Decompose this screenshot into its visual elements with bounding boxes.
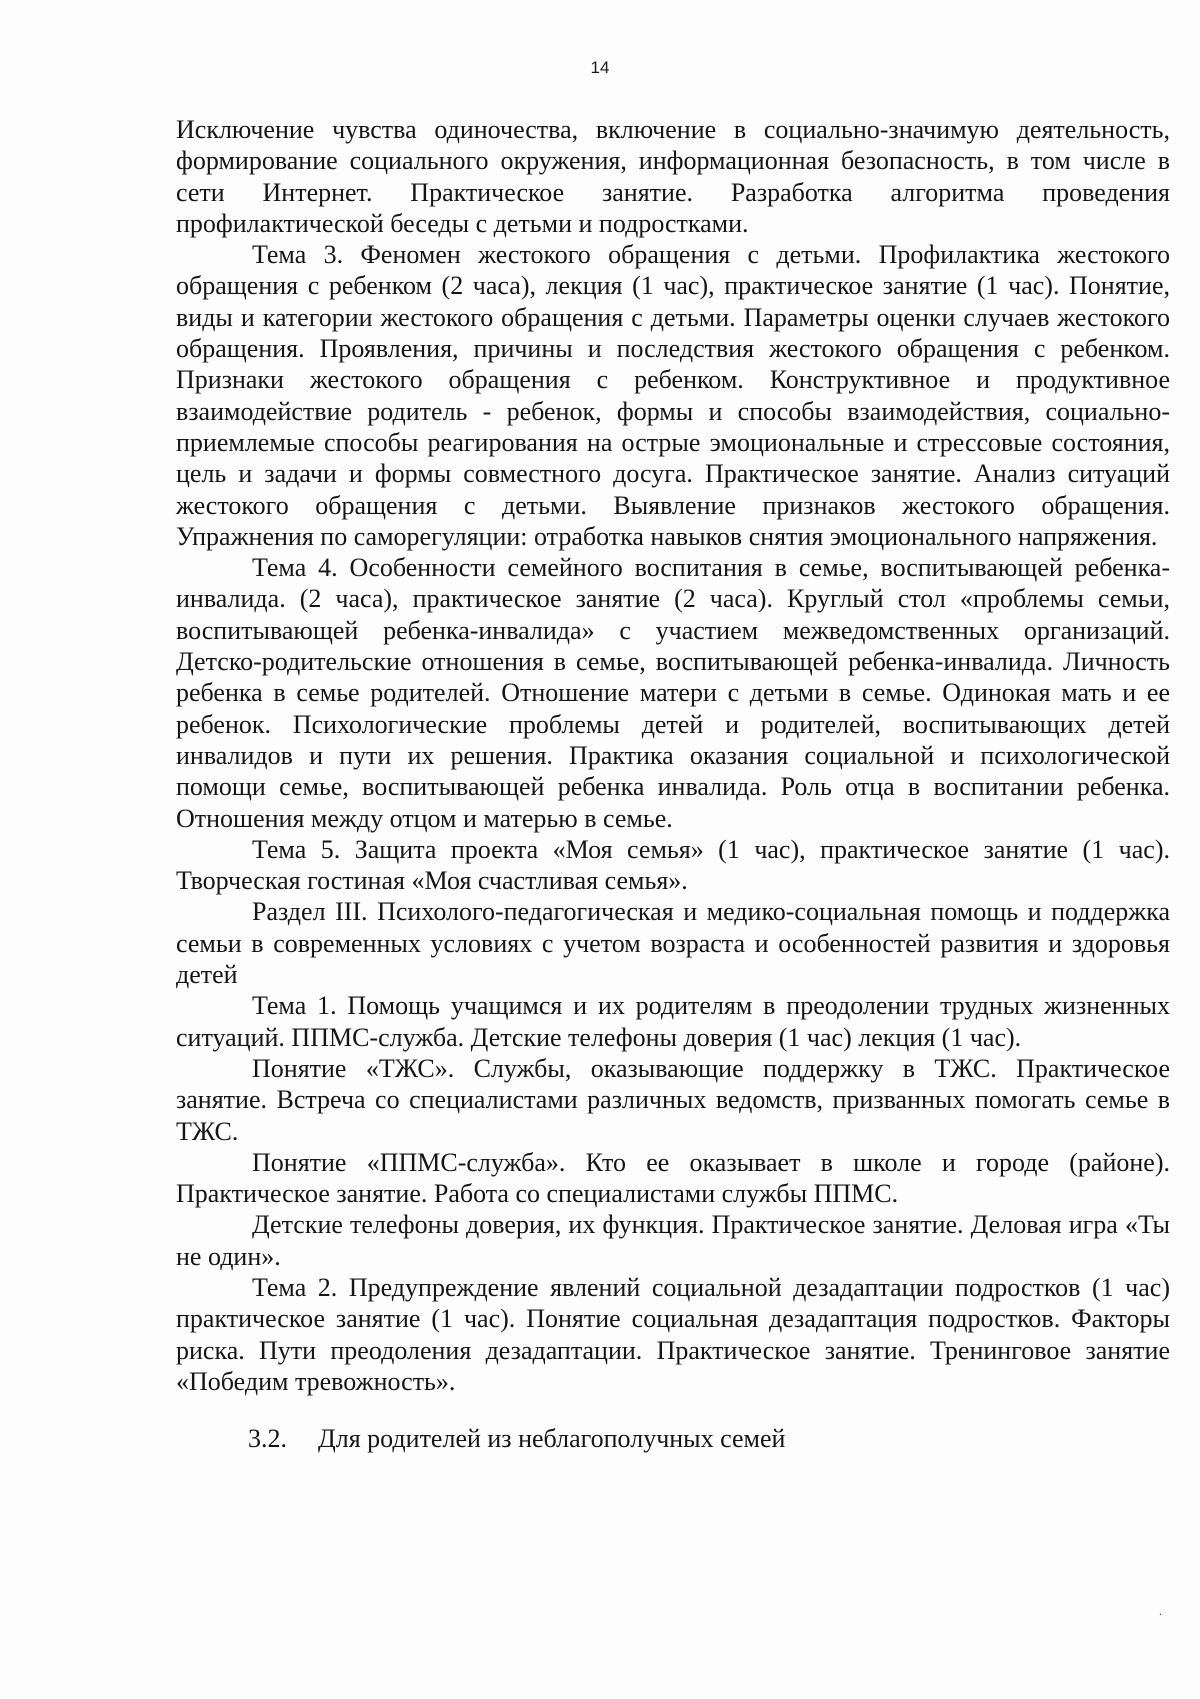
paragraph-section-3-topic-1: Тема 1. Помощь учащимся и их родителям в преодолении трудных жизненных ситуаций. ППМС-служба. Детские телефоны доверия (1 час) лекция (1 час). [176, 991, 1170, 1052]
section-number: 3.2. [248, 1424, 287, 1454]
paragraph-topic-3: Тема 3. Феномен жестокого обращения с детьми. Профилактика жестокого обращения с ребенком (2 часа), лекция (1 час), практическое занятие (1 час). Понятие, виды и категории жестокого обращения с детьми. Параметры оценки случаев жестокого обращения. Проявления, причины и последствия жестокого обращения с ребенком. Признаки жестокого обращения с ребенком. Конструктивное и продуктивное взаимодействие родитель - ребенок, формы и способы взаимодействия, социально-приемлемые способы реагирования на острые эмоциональные и стрессовые состояния, цель и задачи и формы совместного досуга. Практическое занятие. Анализ ситуаций жестокого обращения с детьми. Выявление признаков жестокого обращения. Упражнения по саморегуляции: отработка навыков снятия эмоционального напряжения. [176, 240, 1170, 551]
paragraph-section-3-topic-2: Тема 2. Предупреждение явлений социальной дезадаптации подростков (1 час) практическое занятие (1 час). Понятие социальная дезадаптация подростков. Факторы риска. Пути преодоления дезадаптации. Практическое занятие. Тренинговое занятие «Победим тревожность». [176, 1272, 1170, 1396]
paragraph-topic-5: Тема 5. Защита проекта «Моя семья» (1 час), практическое занятие (1 час). Творческая гостиная «Моя счастливая семья». [176, 834, 1170, 896]
paragraph-ppms: Понятие «ППМС-служба». Кто ее оказывает в школе и городе (районе). Практическое занятие. Работа со специалистами службы ППМС. [176, 1147, 1170, 1209]
paragraph-helplines: Детские телефоны доверия, их функция. Практическое занятие. Деловая игра «Ты не один». [176, 1210, 1170, 1271]
paragraph: Исключение чувства одиночества, включение в социально-значимую деятельность, формирование социального окружения, информационная безопасность, в том числе в сети Интернет. Практическое занятие. Разработка алгоритма проведения профилактической беседы с детьми и подростками. [176, 115, 1170, 238]
section-heading [176, 1423, 1170, 1454]
page-number: 14 [590, 58, 610, 77]
paragraph-topic-4: Тема 4. Особенности семейного воспитания в семье, воспитывающей ребенка-инвалида. (2 часа), практическое занятие (2 часа). Круглый стол «проблемы семьи, воспитывающей ребенка-инвалида» с участием межведомственных организаций. Детско-родительские отношения в семье, воспитывающей ребенка-инвалида. Личность ребенка в семье родителей. Отношение матери с детьми в семье. Одинокая мать и ее ребенок. Психологические проблемы детей и родителей, воспитывающих детей инвалидов и пути их решения. Практика оказания социальной и психологической помощи семье, воспитывающей ребенка инвалида. Роль отца в воспитании ребенка. Отношения между отцом и матерью в семье. [176, 553, 1170, 833]
section-title: Для родителей из неблагополучных семей [318, 1424, 786, 1454]
scan-speck: · [1158, 1610, 1162, 1621]
document-body [176, 114, 1170, 1454]
paragraph-tzhs: Понятие «ТЖС». Службы, оказывающие поддержку в ТЖС. Практическое занятие. Встреча со специалистами различных ведомств, призванных помогать семье в ТЖС. [176, 1053, 1170, 1146]
paragraph-section-3: Раздел III. Психолого-педагогическая и медико-социальная помощь и поддержка семьи в современных условиях с учетом возраста и особенностей развития и здоровья детей [176, 897, 1170, 990]
